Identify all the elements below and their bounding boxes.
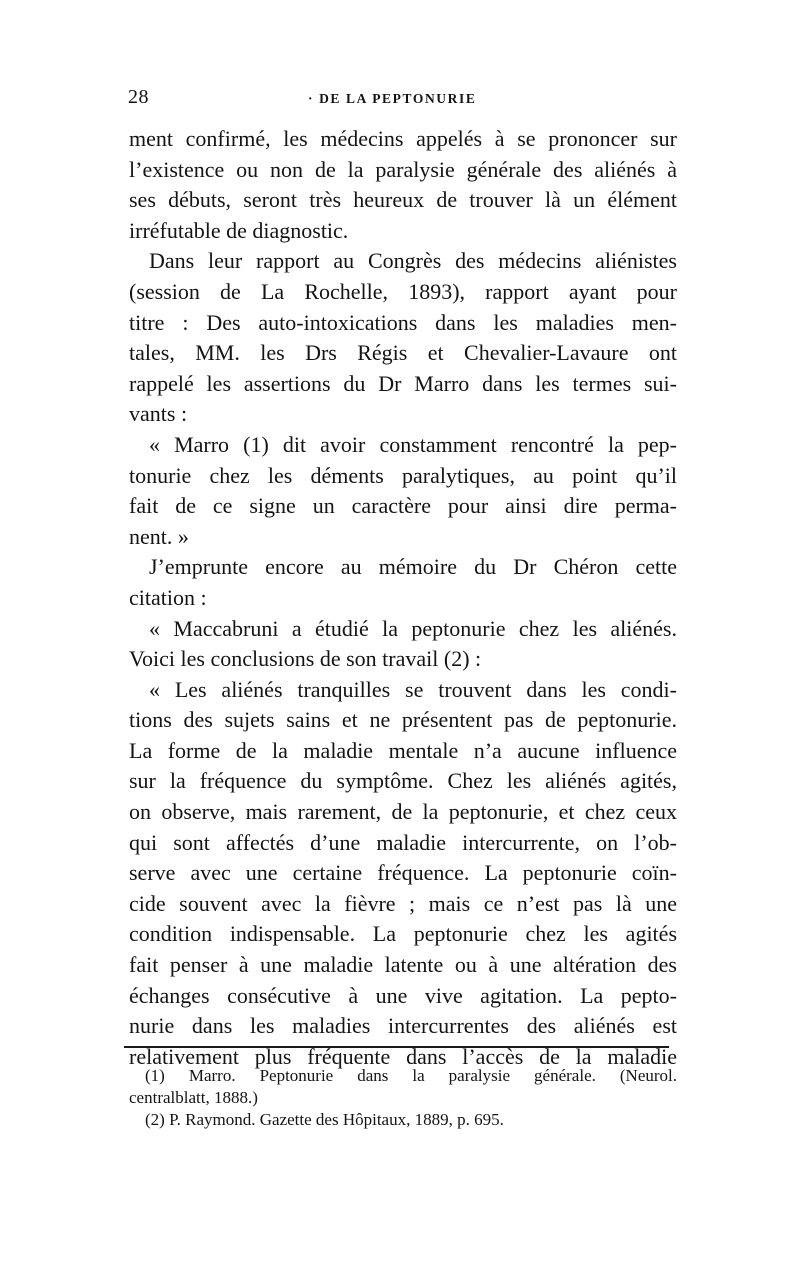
footnotes (129, 1065, 677, 1131)
footnote-divider (124, 1046, 669, 1048)
body-line: l’existence ou non de la paralysie générale des aliénés à (129, 156, 677, 182)
body-line: « Maccabruni a étudié la peptonurie chez les aliénés. (149, 615, 677, 641)
body-line: Voici les conclusions de son travail (2) : (129, 646, 482, 672)
body-line: « Marro (1) dit avoir constamment rencontré la pep- (149, 431, 677, 457)
body-line: fait de ce signe un caractère pour ainsi dire perma- (129, 493, 677, 519)
body-line: J’emprunte encore au mémoire du Dr Chéron cette (149, 554, 677, 580)
body-line: « Les aliénés tranquilles se trouvent dans les condi- (149, 676, 677, 702)
body-line: (session de La Rochelle, 1893), rapport ayant pour (129, 278, 677, 304)
body-line: serve avec une certaine fréquence. La peptonurie coïn- (129, 860, 677, 886)
body-line: ses débuts, seront très heureux de trouver là un élément (129, 187, 677, 213)
body-line: cide souvent avec la fièvre ; mais ce n’est pas là une (129, 890, 677, 916)
running-head-title: · DE LA PEPTONURIE (308, 91, 477, 106)
body-line: tales, MM. les Drs Régis et Chevalier-Lavaure ont (129, 340, 677, 366)
footnote-1-continuation: centralblatt, 1888.) (129, 1088, 258, 1107)
body-line: La forme de la maladie mentale n’a aucune influence (129, 737, 677, 763)
body-line: tonurie chez les déments paralytiques, au point qu’il (129, 462, 677, 488)
body-line: fait penser à une maladie latente ou à une altération des (129, 952, 677, 978)
page-number: 28 (128, 86, 149, 108)
body-line: relativement plus fréquente dans l’accès de la maladie (129, 1043, 677, 1069)
body-line: sur la fréquence du symptôme. Chez les aliénés agités, (129, 768, 677, 794)
body-line: on observe, mais rarement, de la peptonurie, et chez ceux (129, 799, 677, 825)
body-line: qui sont affectés d’une maladie intercurrente, on l’ob- (129, 829, 677, 855)
body-line: condition indispensable. La peptonurie chez les agités (129, 921, 677, 947)
body-line: nurie dans les maladies intercurrentes des aliénés est (129, 1013, 677, 1039)
body-line: échanges consécutive à une vive agitation. La pepto- (129, 982, 677, 1008)
running-head (128, 86, 683, 116)
body-line: irréfutable de diagnostic. (129, 217, 349, 243)
body-line: Dans leur rapport au Congrès des médecins aliénistes (149, 248, 677, 274)
footnote-1: (1) Marro. Peptonurie dans la paralysie générale. (Neurol. (145, 1066, 677, 1085)
body-line: titre : Des auto-intoxications dans les maladies men- (129, 309, 677, 335)
body-line: nent. » (129, 523, 189, 549)
footnote-2: (2) P. Raymond. Gazette des Hôpitaux, 1889, p. 695. (145, 1110, 504, 1129)
body-line: ment confirmé, les médecins appelés à se prononcer sur (129, 126, 677, 151)
body-line: rappelé les assertions du Dr Marro dans les termes sui- (129, 370, 677, 396)
body-line: citation : (129, 584, 207, 610)
body-line: vants : (129, 401, 188, 427)
body-line: tions des sujets sains et ne présentent pas de peptonurie. (129, 707, 677, 733)
body-text (129, 124, 677, 1072)
